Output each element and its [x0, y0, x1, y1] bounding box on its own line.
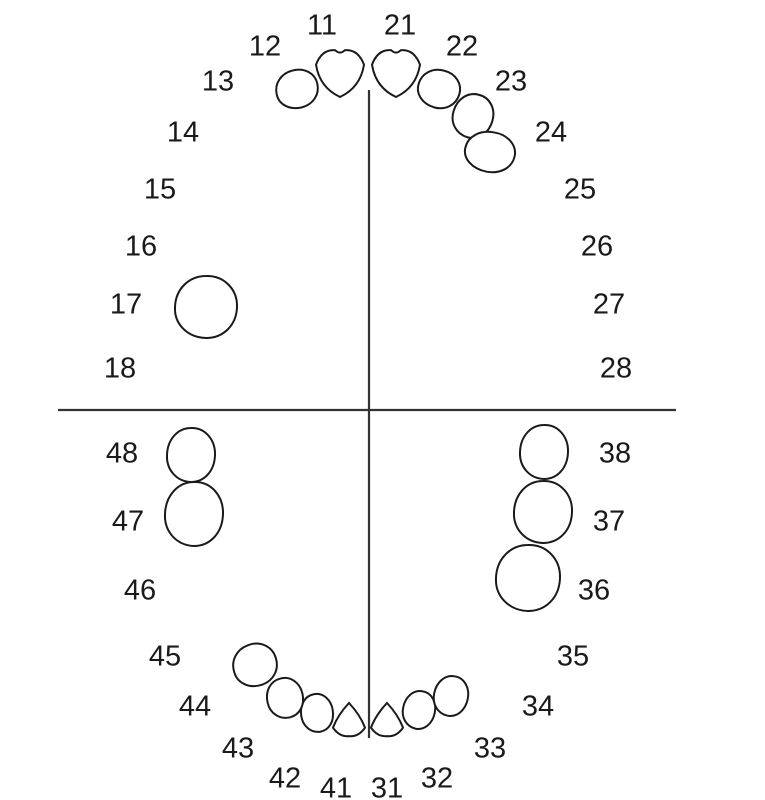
tooth-label-41: 41 — [319, 772, 353, 800]
tooth-outline-36 — [496, 545, 560, 611]
tooth-outline-32 — [400, 688, 438, 731]
tooth-outline-47 — [165, 482, 223, 546]
tooth-label-47: 47 — [111, 505, 145, 538]
tooth-label-23: 23 — [494, 65, 528, 98]
tooth-outline-48 — [167, 428, 215, 482]
tooth-label-48: 48 — [105, 437, 139, 470]
tooth-label-27: 27 — [592, 288, 626, 321]
tooth-outline-11 — [316, 50, 364, 97]
tooth-label-45: 45 — [148, 640, 182, 673]
tooth-label-34: 34 — [521, 690, 555, 723]
tooth-outline-41 — [333, 703, 365, 736]
tooth-label-42: 42 — [268, 762, 302, 795]
tooth-label-12: 12 — [248, 30, 282, 63]
tooth-outline-31 — [371, 703, 403, 736]
tooth-label-13: 13 — [201, 65, 235, 98]
tooth-label-36: 36 — [577, 574, 611, 607]
tooth-label-37: 37 — [592, 505, 626, 538]
tooth-label-31: 31 — [370, 772, 404, 800]
tooth-label-46: 46 — [123, 574, 157, 607]
tooth-outline-17 — [175, 276, 237, 338]
tooth-label-44: 44 — [178, 690, 212, 723]
tooth-label-15: 15 — [143, 173, 177, 206]
tooth-label-21: 21 — [383, 9, 417, 42]
tooth-outline-12 — [272, 65, 322, 113]
tooth-label-26: 26 — [580, 230, 614, 263]
tooth-label-43: 43 — [221, 732, 255, 765]
tooth-label-11: 11 — [306, 9, 338, 42]
tooth-label-33: 33 — [473, 732, 507, 765]
tooth-label-18: 18 — [103, 352, 137, 385]
tooth-label-25: 25 — [563, 173, 597, 206]
tooth-label-16: 16 — [124, 230, 158, 263]
tooth-label-24: 24 — [534, 116, 568, 149]
tooth-outline-38 — [520, 425, 568, 479]
tooth-label-14: 14 — [166, 116, 200, 149]
tooth-label-32: 32 — [420, 762, 454, 795]
tooth-outline-21 — [372, 50, 420, 97]
tooth-label-38: 38 — [598, 437, 632, 470]
tooth-outline-37 — [514, 481, 572, 543]
tooth-outline-33 — [431, 673, 471, 718]
tooth-label-35: 35 — [556, 640, 590, 673]
tooth-label-22: 22 — [445, 30, 479, 63]
tooth-label-28: 28 — [599, 352, 633, 385]
tooth-label-17: 17 — [109, 288, 143, 321]
